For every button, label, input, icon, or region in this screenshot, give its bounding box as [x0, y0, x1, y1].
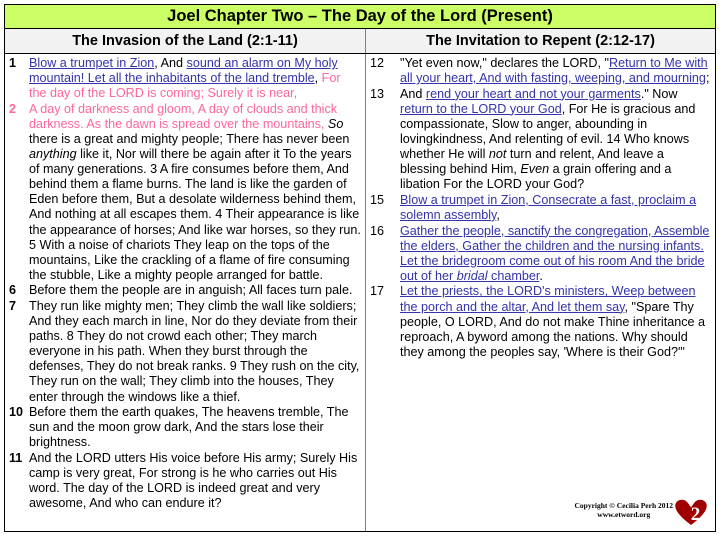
verse-number: 6 [9, 283, 17, 298]
verse-row [7, 451, 361, 511]
verse-number: 13 [370, 86, 385, 101]
verse-row [368, 56, 711, 86]
verse-text-run: Let the priests, the LORD's ministers, Weep between the porch and the altar, And let them say [400, 284, 696, 314]
slide-title: Joel Chapter Two – The Day of the Lord (Present) [167, 7, 553, 25]
verse-text-run: A day of darkness and gloom, A day of clouds and thick darkness. As the dawn is spread over the mountains, [29, 101, 338, 131]
verse-text-run: ; [705, 71, 710, 86]
verse-text-run: chamber [487, 268, 540, 283]
table-body-row [5, 54, 715, 531]
verse-row [7, 299, 361, 405]
verse-text-run: Blow a trumpet in Zion, Consecrate a fast, proclaim a solemn assembly [400, 192, 697, 222]
verse-row [7, 102, 361, 283]
verse-text [400, 87, 711, 193]
verse-text [29, 56, 361, 101]
table-header-row [5, 29, 715, 54]
verse-text-run: there is a great and mighty people; There has never been [29, 131, 350, 146]
verse-row [7, 405, 361, 450]
verse-text [29, 405, 361, 450]
verse-number: 17 [370, 284, 385, 299]
verse-number: 1 [9, 56, 17, 70]
verse-text-run: , For He is gracious and compassionate, Slow to anger, abounding in lovingkindness, And relenting of evil. 14 Who knows whether He will [400, 101, 696, 162]
verse-text-run: They run like mighty men; They climb the wall like soldiers; And they each march in line, Nor do they deviate from their paths. 8 They do not crowd each other; They march everyone in his path. When they burst through the defenses, They do not break ranks. 9 They rush on the city, They run on the wall; They climb into the houses, They enter through the windows like a thief. [29, 299, 360, 404]
verse-text-run: sound an alarm on My holy mountain! Let all the inhabitants of the land tremble [29, 56, 338, 86]
verse-text-run: bridal [456, 268, 488, 283]
website-line: www.etword.org [597, 510, 651, 519]
left-column-title: The Invasion of the Land (2:1-11) [72, 33, 298, 49]
content-table [4, 29, 716, 532]
verse-text [400, 193, 711, 223]
verse-row [368, 224, 711, 284]
right-column-title: The Invitation to Repent (2:12-17) [426, 33, 655, 49]
verse-text-run: Blow a trumpet in Zion [29, 56, 155, 70]
column-header-right [366, 29, 715, 53]
verse-text-run: . [539, 268, 543, 283]
verse-row [368, 87, 711, 193]
verse-text-run: And [400, 86, 426, 101]
verse-text-run: And the LORD utters His voice before His army; Surely His camp is very great, For strong is he who carries out His word. The day of the LORD is indeed great and very awesome, And who can endure it? [29, 450, 358, 511]
verse-text-run: ." Now [640, 86, 678, 101]
verse-number: 2 [9, 101, 17, 116]
verse-number: 12 [370, 56, 385, 70]
verse-text-run: like it, Nor will there be again after it To the years of many generations. 3 A fire consumes before them, And behind them a flame burns. The land is like the garden of Eden before them, But a desolate wilderness behind them, And nothing at all escapes them. 4 Their appearance is like the appearance of horses; And like war horses, so they run. 5 With a noise of chariots They leap on the tops of the mountains, Like the crackling of a flame of fire consuming the stubble, Like a mighty people arranged for battle. [29, 147, 361, 282]
verse-text-run: Before them the earth quakes, The heavens tremble, The sun and the moon grow dark, And the stars lose their brightness. [29, 405, 349, 450]
verse-text-run: For the day of the LORD is coming; Surely it is near, [29, 71, 341, 101]
heart-logo-icon [673, 497, 709, 527]
verse-text-run: , [496, 207, 500, 222]
verse-number: 7 [9, 299, 17, 313]
svg-text:2: 2 [690, 504, 701, 525]
verse-row [368, 193, 711, 223]
verse-text-run: rend your heart and not your garments [425, 86, 641, 101]
verse-number: 15 [370, 192, 385, 207]
verse-text [400, 56, 711, 86]
verse-text-run: , [314, 71, 322, 86]
verse-number: 16 [370, 223, 385, 238]
verse-text-run: return to the LORD your God [400, 101, 562, 116]
verse-text-run: , "Spare Thy people, O LORD, And do not make Thine inheritance a reproach, A byword among the nations. Why should they among the peoples say, 'Where is their God?'" [400, 299, 706, 359]
verse-text [400, 224, 711, 284]
verse-text [29, 283, 361, 298]
verse-text-run: a grain offering and a libation For the LORD your God? [400, 162, 672, 192]
verse-text [29, 102, 361, 283]
slide-title-bar [4, 4, 716, 29]
verse-text-run: Return to Me with all your heart, And with fasting, weeping, and mourning [400, 56, 708, 86]
verse-text [400, 284, 711, 359]
verse-row [368, 284, 711, 359]
copyright-block [574, 501, 673, 519]
verse-text-run: not [488, 147, 507, 162]
verse-text-run: Before them the people are in anguish; All faces turn pale. [29, 283, 353, 298]
verse-text-run: "Yet even now," declares the LORD, " [400, 56, 609, 70]
right-column-verses [366, 54, 715, 531]
verse-number: 11 [9, 450, 23, 465]
verse-text-run: , And [154, 56, 187, 70]
column-header-left [5, 29, 366, 53]
verse-text-run: anything [29, 147, 77, 162]
verse-text-run: So [327, 116, 344, 131]
verse-text-run: Even [520, 162, 550, 177]
verse-text [29, 451, 361, 511]
verse-text-run: turn and relent, And leave a blessing behind Him, [400, 147, 664, 177]
verse-row [7, 56, 361, 101]
verse-text-run: Gather the people, sanctify the congregation, Assemble the elders, Gather the children and the nursing infants. Let the bridegroom come out of his room And the bride out of her [400, 223, 710, 283]
verse-number: 10 [9, 405, 24, 420]
verse-text [29, 299, 361, 405]
copyright-line: Copyright © Cecilia Perh 2012 [574, 501, 673, 510]
left-column-verses [5, 54, 366, 531]
verse-row [7, 283, 361, 298]
